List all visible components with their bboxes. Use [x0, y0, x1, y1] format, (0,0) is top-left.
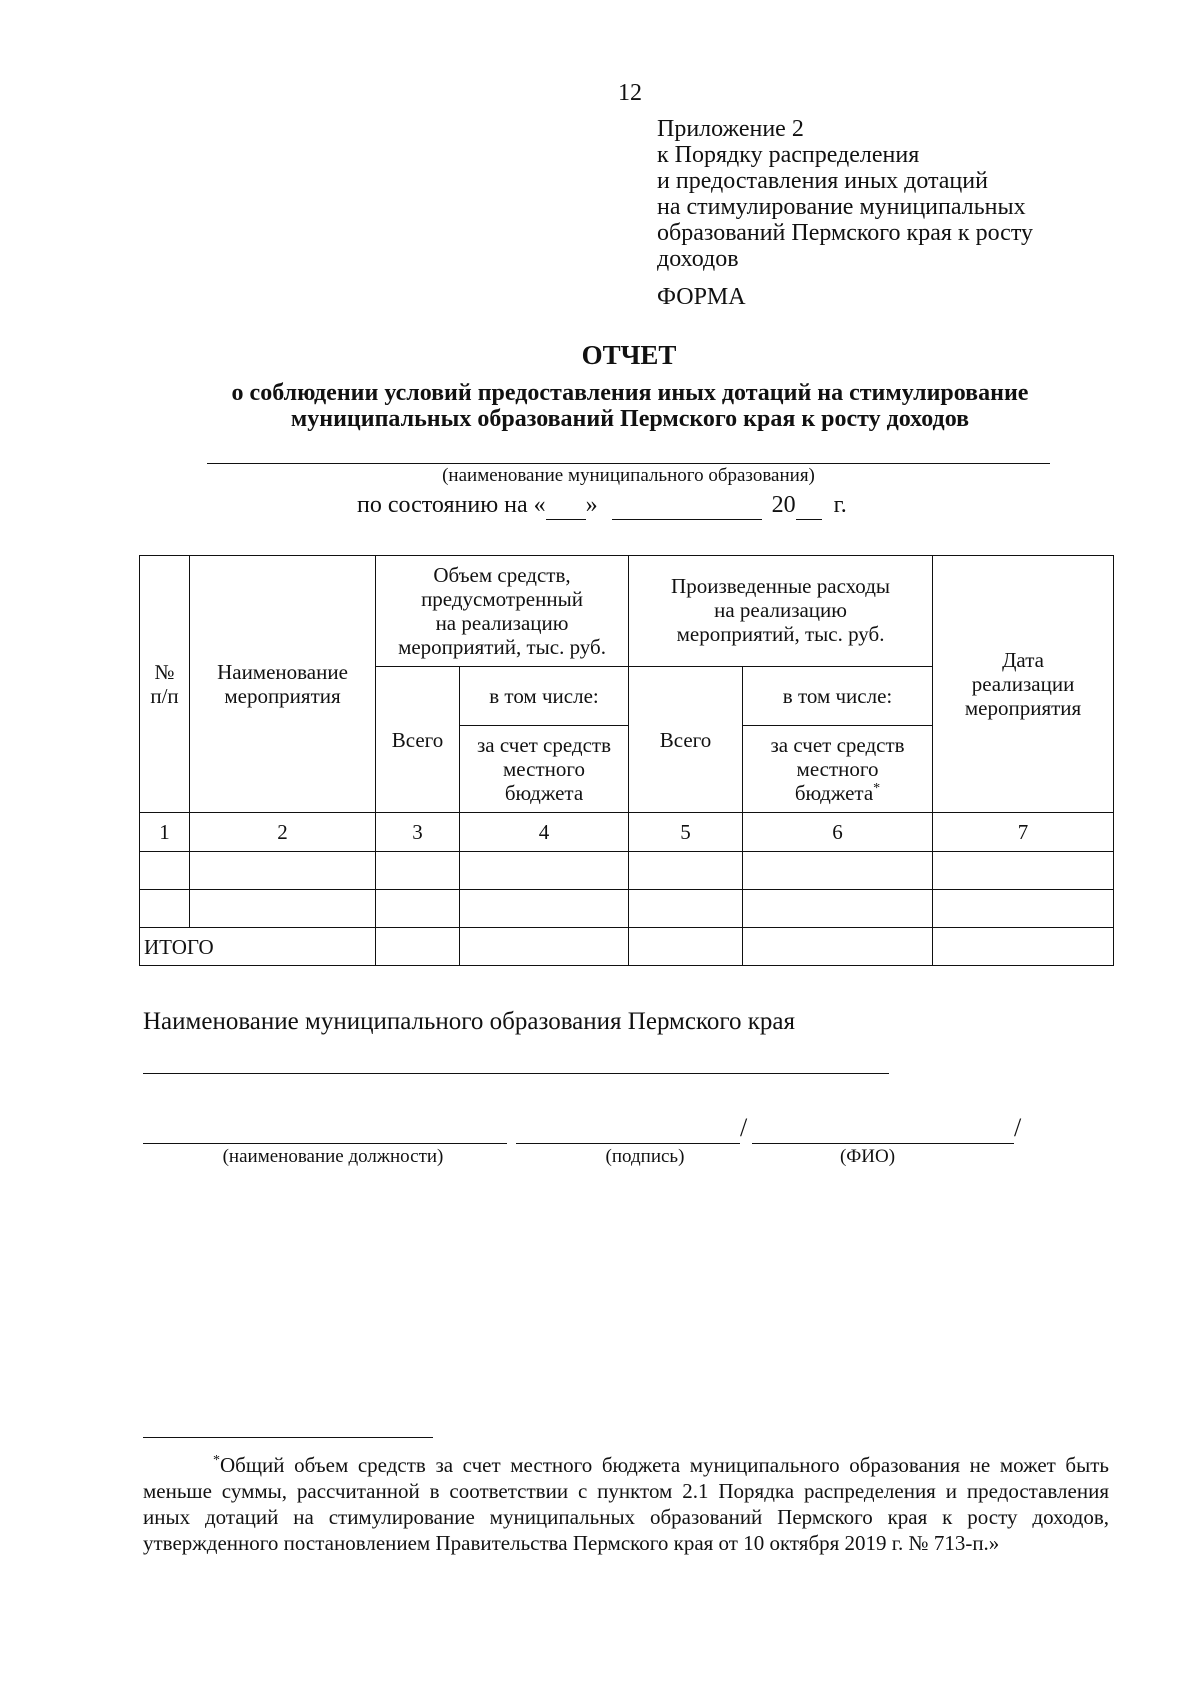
municipality-name-field[interactable]	[207, 463, 1050, 464]
day-field[interactable]	[546, 492, 586, 520]
table-cell[interactable]	[460, 890, 629, 928]
appendix-line: Приложение 2	[657, 116, 804, 142]
col-number: 7	[933, 813, 1114, 852]
position-field[interactable]	[143, 1143, 507, 1144]
table-cell[interactable]	[140, 890, 190, 928]
state-mid: »	[585, 492, 598, 518]
municipality-title: Наименование муниципального образования Пермского края	[143, 1008, 795, 1035]
appendix-line: доходов	[657, 246, 739, 272]
month-field[interactable]	[612, 492, 762, 520]
table-row	[140, 890, 1114, 928]
col-number: 5	[629, 813, 743, 852]
table-cell[interactable]	[190, 890, 376, 928]
col-number: 2	[190, 813, 376, 852]
report-subtitle	[130, 380, 1130, 432]
page-number: 12	[618, 80, 642, 106]
header-date: Дата реализации мероприятия	[933, 556, 1114, 813]
table-cell[interactable]	[933, 852, 1114, 890]
table-cell[interactable]	[629, 928, 743, 966]
table-cell[interactable]	[190, 852, 376, 890]
report-table	[139, 555, 1114, 966]
table-cell[interactable]	[376, 928, 460, 966]
total-label: ИТОГО	[140, 928, 376, 966]
table-cell[interactable]	[743, 928, 933, 966]
footnote-mark: *	[213, 1453, 220, 1468]
signature-caption: (подпись)	[605, 1146, 685, 1167]
appendix-line: образований Пермского края к росту	[657, 220, 1033, 246]
separator: /	[1014, 1113, 1022, 1142]
year-prefix: 20	[771, 492, 796, 518]
form-label: ФОРМА	[657, 284, 746, 310]
footnote	[143, 1452, 1109, 1556]
table-cell[interactable]	[460, 852, 629, 890]
header-spent-local	[743, 726, 933, 813]
report-title: ОТЧЕТ	[581, 340, 677, 370]
header-planned-total: Всего	[376, 667, 460, 813]
total-row	[140, 928, 1114, 966]
header-spent: Произведенные расходы на реализацию мероприятий, тыс. руб.	[629, 556, 933, 667]
col-number: 1	[140, 813, 190, 852]
table-cell[interactable]	[460, 928, 629, 966]
table-row	[140, 852, 1114, 890]
position-caption: (наименование должности)	[222, 1146, 444, 1167]
appendix-block	[657, 116, 1117, 272]
table-cell[interactable]	[743, 890, 933, 928]
header-planned-local: за счет средств местного бюджета	[460, 726, 629, 813]
col-number: 6	[743, 813, 933, 852]
subtitle-line: о соблюдении условий предоставления иных дотаций на стимулирование	[231, 380, 1029, 406]
year-field[interactable]	[796, 492, 822, 520]
municipality-caption: (наименование муниципального образования)	[442, 465, 815, 486]
year-suffix: г.	[833, 492, 847, 518]
header-spent-local-text: за счет средств местного бюджета	[770, 733, 905, 805]
fio-field[interactable]	[752, 1143, 1014, 1144]
table-cell[interactable]	[140, 852, 190, 890]
signature-field[interactable]	[516, 1143, 740, 1144]
header-spent-total: Всего	[629, 667, 743, 813]
table-cell[interactable]	[376, 852, 460, 890]
separator: /	[740, 1113, 748, 1142]
header-num: № п/п	[140, 556, 190, 813]
footnote-divider	[143, 1437, 433, 1438]
table-cell[interactable]	[933, 890, 1114, 928]
state-prefix: по состоянию на «	[357, 492, 546, 518]
appendix-line: на стимулирование муниципальных	[657, 194, 1026, 220]
footnote-text: Общий объем средств за счет местного бюджета муниципального образования не может быть меньше суммы, рассчитанной в соответствии с пунктом 2.1 Порядка распределения и предоставления иных дотаций на стимулирование муниципальных образований Пермского края к росту доходов, утвержденного постановлением Правительства Пермского края от 10 октября 2019 г. № 713-п.»	[143, 1453, 1109, 1555]
municipality-line[interactable]	[143, 1073, 889, 1074]
state-date	[357, 492, 847, 520]
table-cell[interactable]	[629, 852, 743, 890]
fio-caption: (ФИО)	[839, 1146, 896, 1167]
header-planned: Объем средств, предусмотренный на реализацию мероприятий, тыс. руб.	[376, 556, 629, 667]
table-cell[interactable]	[743, 852, 933, 890]
appendix-line: к Порядку распределения	[657, 142, 920, 168]
table-cell[interactable]	[933, 928, 1114, 966]
appendix-line: и предоставления иных дотаций	[657, 168, 988, 194]
header-spent-including: в том числе:	[743, 667, 933, 726]
col-number: 4	[460, 813, 629, 852]
col-number: 3	[376, 813, 460, 852]
header-name: Наименование мероприятия	[190, 556, 376, 813]
table-cell[interactable]	[629, 890, 743, 928]
header-planned-including: в том числе:	[460, 667, 629, 726]
table-cell[interactable]	[376, 890, 460, 928]
footnote-mark: *	[873, 781, 881, 796]
subtitle-line: муниципальных образований Пермского края к росту доходов	[290, 406, 970, 432]
